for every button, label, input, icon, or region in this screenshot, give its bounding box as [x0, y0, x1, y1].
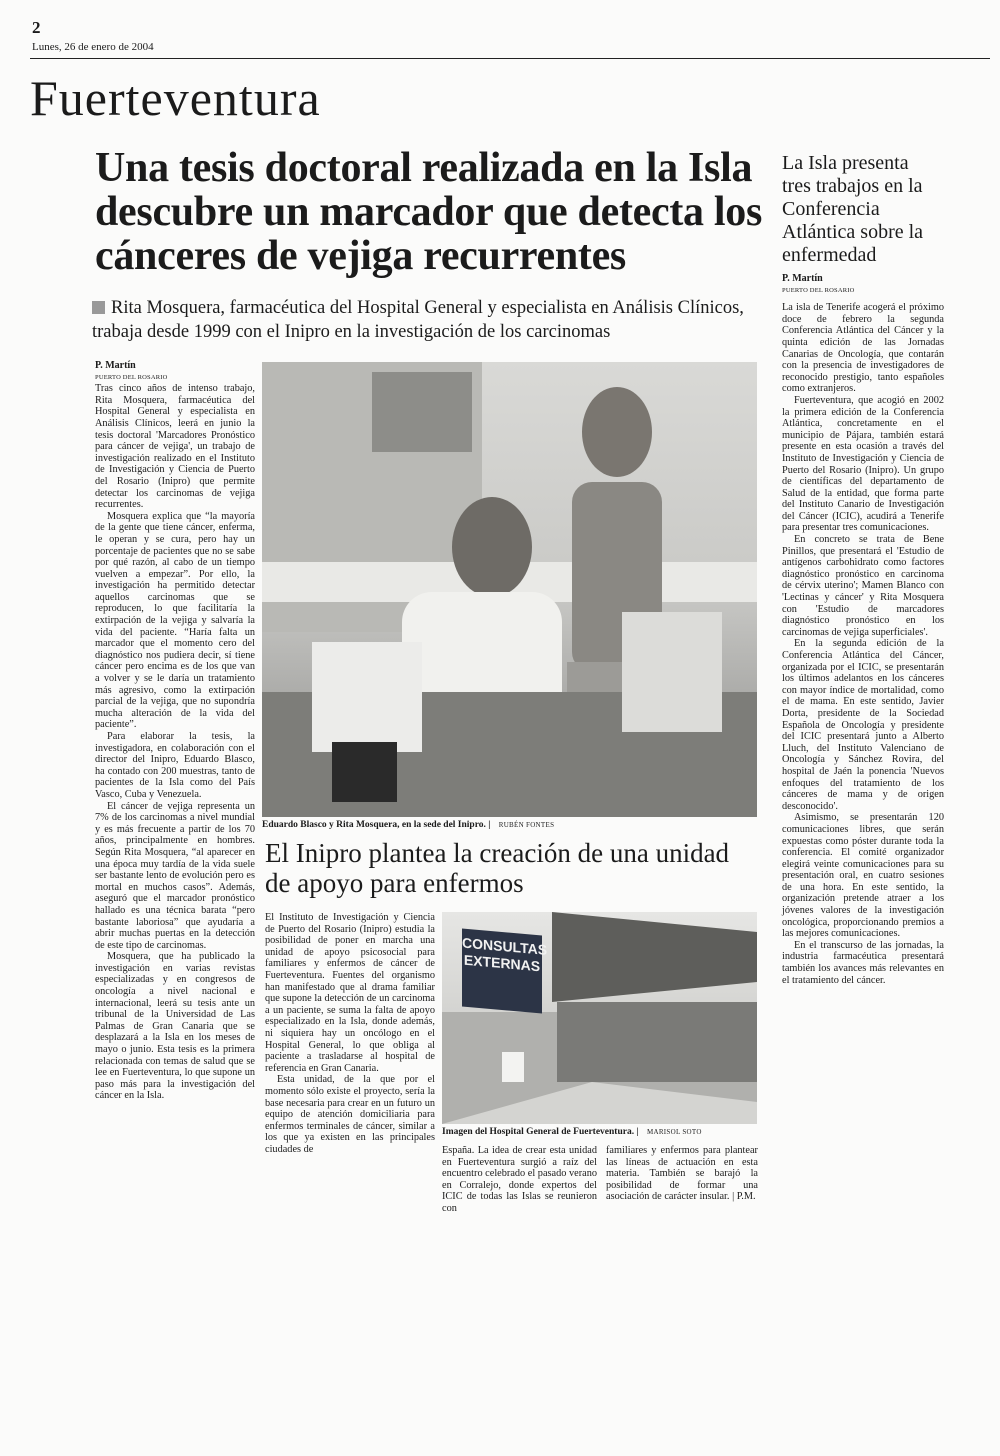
- paragraph: Mosquera explica que “la mayoría de la gente que tiene cáncer, enferma, le operan y se cura, pero hay un porcentaje de pacientes que no se sabe por qué razón, al cabo de un tiempo vuelven a empezar”. Por ello, la investigación ha permitido detectar aquellos carcinomas que se reproducen, lo que facilitaría la extirpación de la vejiga y salvaría la vida del paciente. “Haría falta un marcador que el momento cero del diagnóstico nos pudiera decir, sí tiene cáncer pero encima es de los que van a volver y se le daría un tratamiento más agresivo, como la extirpación parcial de la vejiga, que no supondría mucha alteración de la vida del paciente”.: [95, 510, 255, 731]
- paragraph: En el transcurso de las jornadas, la industria farmacéutica presentará también los avances más relevantes en el tratamiento del cáncer.: [782, 939, 944, 986]
- section-title: Fuerteventura: [30, 70, 321, 126]
- secondary-column-1: [265, 912, 435, 1155]
- paragraph: El cáncer de vejiga representa un 7% de los carcinomas a nivel mundial y es más frecuente a partir de los 70 años, principalmente en hombres. Según Rita Mosquera, “al aparecer en una época muy tardía de la vida suele ser bastante lento de evolución pero es mortal en muchos casos”. Además, aseguró que el marcador pronóstico hallado es una técnica barata “pero bastante laboriosa” que ayudaría a abrir muchas puertas en la detección de este tipo de carcinomas.: [95, 800, 255, 951]
- dateline: PUERTO DEL ROSARIO: [782, 286, 855, 294]
- dateline: PUERTO DEL ROSARIO: [95, 373, 168, 381]
- consultas-externas-sign: CONSULTAS EXTERNAS: [462, 929, 542, 1014]
- page-number: 2: [32, 18, 41, 37]
- caption-text: Eduardo Blasco y Rita Mosquera, en la sede del Inipro.: [262, 820, 486, 830]
- bullet-square-icon: [92, 301, 105, 314]
- header-rule: [30, 58, 990, 59]
- photo-caption: Imagen del Hospital General de Fuerteventura. | MARISOL SOTO: [442, 1127, 702, 1137]
- paragraph: Tras cinco años de intenso trabajo, Rita Mosquera, farmacéutica del Hospital General y especialista en Análisis Clínicos, leerá en junio la tesis doctoral 'Marcadores Pronóstico para cáncer de vejiga', un trabajo de investigación realizado en el Instituto de Investigación y Ciencia de Puerto del Rosario (Inipro) que permite detectar los carcinomas de vejiga recurrentes.: [95, 383, 255, 511]
- page-date: Lunes, 26 de enero de 2004: [32, 41, 154, 53]
- sidebar-article-column: [782, 273, 944, 986]
- secondary-headline: El Inipro plantea la creación de una unidad de apoyo para enfermos: [265, 838, 730, 898]
- paragraph: Esta unidad, de la que por el momento sólo existe el proyecto, sería la base necesaria para crear en un futuro un equipo de atención domiciliaria para enfermos terminales de cáncer, similar a los que ya existen en las principales ciudades de: [265, 1074, 435, 1155]
- byline: P. Martín: [95, 360, 136, 371]
- paragraph: Fuerteventura, que acogió en 2002 la primera edición de la Conferencia Atlántica, concretamente en el municipio de Pájara, también estará presente en esta ocasión a través del Instituto de Investigación y Ciencia de Puerto del Rosario (Inipro). Un grupo de científicas del departamento de Salud de la entidad, que forma parte del Instituto Canario de Investigación del Cáncer (ICIC), acudirá a Tenerife para presentar tres comunicaciones.: [782, 394, 944, 534]
- main-subtitle: [92, 296, 772, 344]
- paragraph: La isla de Tenerife acogerá el próximo doce de febrero la segunda Conferencia Atlántica del Cáncer y la quinta edición de las Jornadas Canarias de Oncología, que contarán con la presencia de investigadores de reconocido prestigio, tanto españoles como extranjeros.: [782, 302, 944, 395]
- paragraph: En concreto se trata de Bene Pinillos, que presentará el 'Estudio de antígenos carbohidrato como factores diagnóstico pronóstico en carcinoma de cérvix uterino'; Mamen Blanco con 'Lectinas y cáncer' y Rita Mosquera con 'Estudio de marcadores diagnóstico pronóstico en los carcinomas de vejiga superficiales'.: [782, 534, 944, 638]
- paragraph: España. La idea de crear esta unidad en Fuerteventura surgió a raíz del encuentro celebrado el pasado verano en Corralejo, donde expertos del ICIC de todas las Islas se reunieron con: [442, 1145, 597, 1214]
- photo-researchers: [262, 362, 757, 817]
- byline: P. Martín: [782, 273, 823, 284]
- photo-credit: MARISOL SOTO: [646, 1128, 702, 1136]
- paragraph: El Instituto de Investigación y Ciencia de Puerto del Rosario (Inipro) estudia la posibilidad de poner en marcha una unidad de apoyo psicosocial para familiares y enfermos de cáncer de Fuerteventura. Fuentes del organismo han manifestado que al drama familiar que supone la detección de un carcinoma a un paciente, se suma la falta de apoyo especializado en la Isla, donde además, ni siquiera hay un oncólogo en el Hospital General, lo que obliga al paciente a trasladarse al hospital de referencia en Gran Canaria.: [265, 912, 435, 1074]
- paragraph: En la segunda edición de la Conferencia Atlántica del Cáncer, organizada por el ICIC, se presentarán los últimos adelantos en los cánceres con mayor índice de mortalidad, como el de mama. En este sentido, Javier Dorta, presidente de la Sociedad Española de Oncología y presidente del ICIC presentará junto a Alberto Lluch, del Instituto Valenciano de Oncología y Sánchez Rovira, del hospital de Jaén la ponencia 'Nuevos enfoques del tratamiento de los cánceres de mama y de origen desconocido'.: [782, 638, 944, 812]
- secondary-column-3: [606, 1145, 758, 1203]
- main-article-column: [95, 360, 255, 1102]
- paragraph: familiares y enfermos para plantear las líneas de actuación en esta materia. También se barajó la posibilidad de formar una asociación de carácter insular. | P.M.: [606, 1145, 758, 1203]
- paragraph: Asimismo, se presentarán 120 comunicaciones libres, que serán expuestas como póster durante toda la conferencia. El comité organizador elegirá veinte comunicaciones para su presentación oral, en cuatro sesiones de una hora. En este sentido, la organización pretende atraer a los jóvenes valores de la investigación oncológica, proporcionando premios a las mejores comunicaciones.: [782, 812, 944, 940]
- main-headline: Una tesis doctoral realizada en la Isla descubre un marcador que detecta los cánceres de vejiga recurrentes: [95, 145, 763, 279]
- photo-credit: RUBÉN FONTES: [498, 821, 555, 829]
- caption-text: Imagen del Hospital General de Fuerteventura.: [442, 1127, 635, 1137]
- secondary-column-2: [442, 1145, 597, 1215]
- paragraph: Mosquera, que ha publicado la investigación en varias revistas especializadas y en congresos de oncología a nivel nacional e internacional, leerá su tesis ante un tribunal de la Universidad de Las Palmas de Gran Canaria que se desplazará a la Isla en los meses de mayo o junio. Esta tesis es la primera relacionada con temas de salud que se lee en Fuerteventura, lo que supone un paso más para la investigación del cáncer en la Isla.: [95, 951, 255, 1102]
- photo-illustration: [262, 362, 757, 817]
- photo-hospital: [442, 912, 757, 1124]
- sidebar-headline: La Isla presenta tres trabajos en la Conferencia Atlántica sobre la enfermedad: [782, 152, 924, 266]
- paragraph: Para elaborar la tesis, la investigadora, en colaboración con el director del Inipro, Eduardo Blasco, ha contado con 200 muestras, tanto de pacientes de la Isla como del País Vasco, Cuba y Venezuela.: [95, 731, 255, 800]
- subtitle-text: Rita Mosquera, farmacéutica del Hospital General y especialista en Análisis Clínicos, trabaja desde 1999 con el Inipro en la investigación de los carcinomas: [92, 298, 744, 342]
- photo-caption: Eduardo Blasco y Rita Mosquera, en la sede del Inipro. | RUBÉN FONTES: [262, 820, 555, 830]
